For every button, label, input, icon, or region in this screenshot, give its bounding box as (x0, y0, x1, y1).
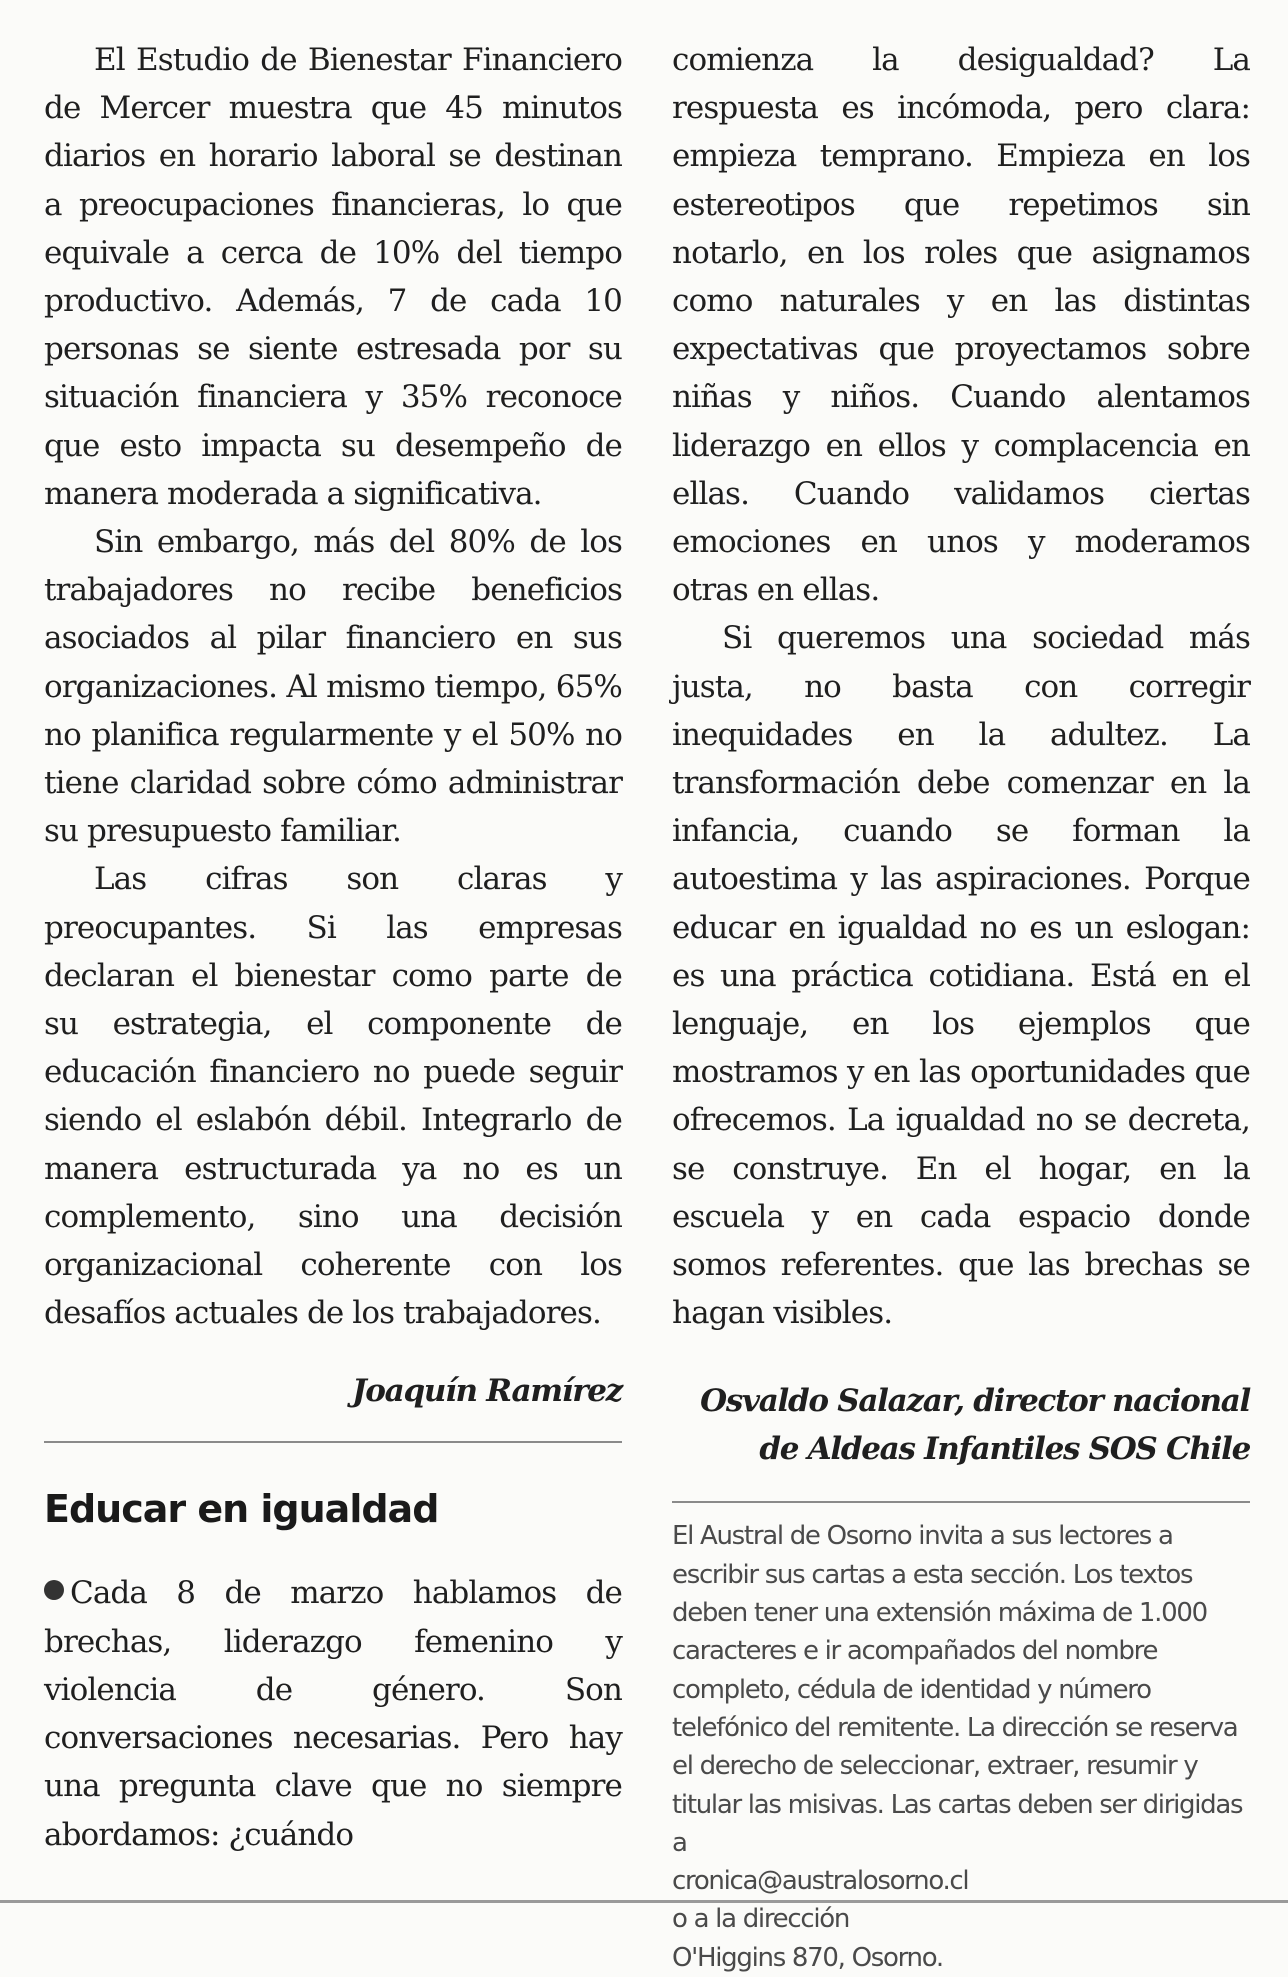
signature-joaquin-ramirez: Joaquín Ramírez (351, 1373, 622, 1410)
page-bottom-rule (0, 1900, 1288, 1903)
letter-lead-paragraph (44, 1569, 622, 1858)
letter-continuation-paragraph: comienza la desigualdad? La respuesta es incómoda, pero clara: empieza temprano. Empieza en los estereotipos que repetimos sin notarlo, en los roles que asignamos como naturales y en las distintas expectativas que proyectamos sobre niñas y niños. Cuando alentamos liderazgo en ellos y complacencia en ellas. Cuando validamos ciertas emociones en unos y moderamos otras en ellas. (672, 42, 1250, 609)
right-column (672, 36, 1250, 1977)
editor-note-text: El Austral de Osorno invita a sus lectores a escribir sus cartas a esta sección. Los textos deben tener una extensión máxima de 1.000 caracteres e ir acompañados del nombre completo, cédula de identidad y número telefónico del remitente. La dirección se reserva el derecho de seleccionar, extraer, resumir y titular las misivas. Las cartas deben ser dirigidas a (672, 1521, 1243, 1858)
signature-line-1: Osvaldo Salazar, director nacional (700, 1383, 1250, 1420)
signature-osvaldo-salazar (672, 1377, 1250, 1473)
letter-paragraph-2: Sin embargo, más del 80% de los trabajadores no recibe beneficios asociados al pilar financiero en sus organizaciones. Al mismo tiempo, 65% no planifica regularmente y el 50% no tiene claridad sobre cómo administrar su presupuesto familiar. (44, 524, 622, 850)
editor-note-divider (672, 1501, 1250, 1503)
bullet-icon (44, 1580, 64, 1600)
left-column (44, 36, 622, 1859)
editor-note-email[interactable]: cronica@australosorno.cl (672, 1866, 969, 1897)
editor-note-alt-label: o a la dirección (672, 1904, 850, 1935)
headline-educar-en-igualdad: Educar en igualdad (44, 1487, 439, 1532)
letter-paragraph-3: Las cifras son claras y preocupantes. Si las empresas declaran el bienestar como parte de su estrategia, el componente de educación financiero no puede seguir siendo el eslabón débil. Integrarlo de manera estructurada ya no es un complemento, sino una decisión organizacional coherente con los desafíos actuales de los trabajadores. (44, 861, 622, 1332)
editor-note (672, 1517, 1250, 1977)
signature-line-2: de Aldeas Infantiles SOS Chile (759, 1431, 1250, 1468)
letter-paragraph-conclusion: Si queremos una sociedad más justa, no basta con corregir inequidades en la adultez. La transformación debe comenzar en la infancia, cuando se forman la autoestima y las aspiraciones. Porque educar en igualdad no es un eslogan: es una práctica cotidiana. Está en el lenguaje, en los ejemplos que mostramos y en las oportunidades que ofrecemos. La igualdad no se decreta, se construye. En el hogar, en la escuela y en cada espacio donde somos referentes. que las brechas se hagan visibles. (672, 620, 1250, 1332)
section-divider (44, 1441, 622, 1443)
letter-lead-text: Cada 8 de marzo hablamos de brechas, liderazgo femenino y violencia de género. Son conversaciones necesarias. Pero hay una pregunta clave que no siempre abordamos: ¿cuándo (44, 1575, 622, 1853)
editor-note-address: O'Higgins 870, Osorno. (672, 1942, 943, 1973)
letter-paragraph-1: El Estudio de Bienestar Financiero de Mercer muestra que 45 minutos diarios en horario laboral se destinan a preocupaciones financieras, lo que equivale a cerca de 10% del tiempo productivo. Además, 7 de cada 10 personas se siente estresada por su situación financiera y 35% reconoce que esto impacta su desempeño de manera moderada a significativa. (44, 42, 622, 512)
